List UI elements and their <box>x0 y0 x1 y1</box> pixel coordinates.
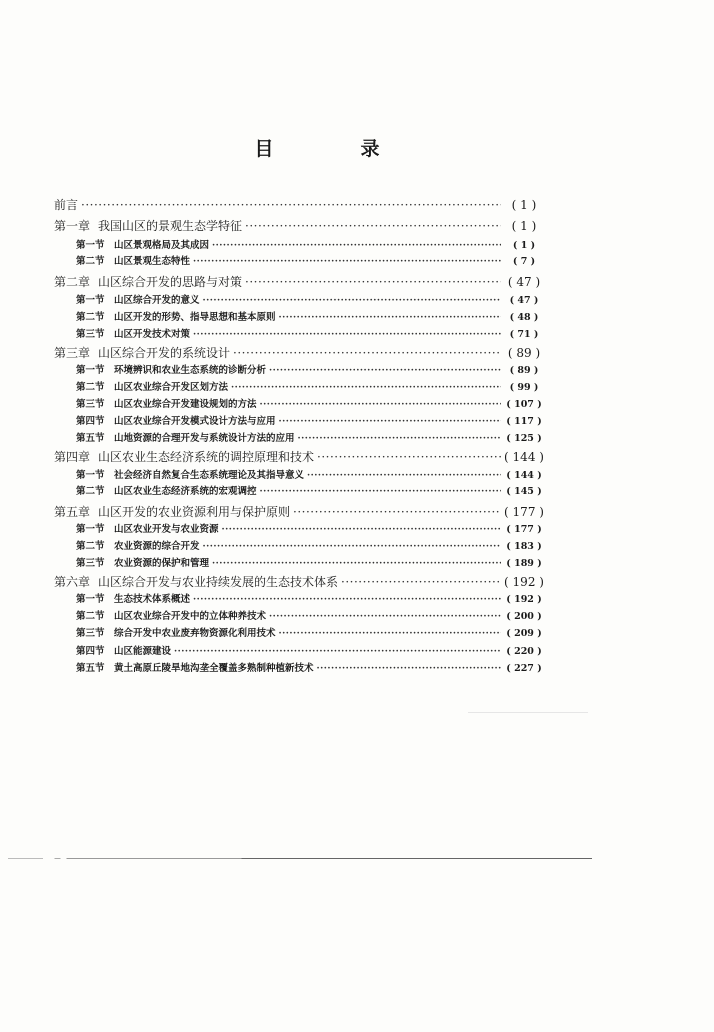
toc-entry-label <box>76 555 209 569</box>
toc-section-row[interactable] <box>76 362 544 380</box>
toc-entry-label <box>76 292 200 306</box>
toc-entry-label <box>76 591 190 605</box>
toc-page-number: ( 177 ) <box>506 524 542 535</box>
toc-page-number: ( 1 ) <box>511 198 537 212</box>
toc-entry-label <box>76 467 304 481</box>
toc-entry-number: 第二节 <box>76 611 105 622</box>
toc-page-number: ( 1 ) <box>511 219 537 233</box>
toc-section-row[interactable] <box>76 591 544 609</box>
toc-page-number: ( 71 ) <box>509 329 539 340</box>
toc-entry-title: 山区开发的农业资源利用与保护原则 <box>98 505 291 519</box>
toc-entry-title: 山区农业开发与农业资源 <box>114 524 219 535</box>
toc-section-row[interactable] <box>76 643 544 661</box>
leader-dots <box>260 487 501 497</box>
leader-dots <box>193 595 501 605</box>
leader-dots <box>279 313 501 323</box>
toc-entry-title: 山区农业生态经济系统的调控原理和技术 <box>98 450 315 464</box>
leader-dots <box>245 275 501 289</box>
toc-section-row[interactable] <box>76 309 544 327</box>
toc-entry-label <box>76 237 209 251</box>
toc-entry-label <box>76 643 171 657</box>
toc-entry-number: 第一节 <box>76 524 105 535</box>
toc-entry-number: 第一章 <box>54 219 91 233</box>
leader-dots <box>279 629 501 639</box>
toc-page-number: ( 89 ) <box>507 346 541 360</box>
toc-page-number: ( 200 ) <box>506 611 542 622</box>
toc-section-row[interactable] <box>76 625 544 643</box>
toc-entry-label <box>54 448 314 465</box>
toc-chapter-row[interactable] <box>54 217 544 235</box>
toc-section-row[interactable] <box>76 326 544 344</box>
toc-entry-number: 前言 <box>54 198 79 212</box>
toc-entry-label <box>54 196 78 213</box>
leader-dots <box>317 664 501 674</box>
toc-entry-number: 第二节 <box>76 312 105 323</box>
toc-section-row[interactable] <box>76 608 544 626</box>
toc-page-number: ( 47 ) <box>507 275 541 289</box>
toc-entry-number: 第二节 <box>76 541 105 552</box>
leader-dots <box>174 647 501 657</box>
toc-entry-title: 山区农业综合开发模式设计方法与应用 <box>114 416 276 427</box>
toc-entry-number: 第三节 <box>76 628 105 639</box>
toc-page-number: ( 183 ) <box>506 541 542 552</box>
toc-entry-title: 山地资源的合理开发与系统设计方法的应用 <box>114 433 295 444</box>
toc-entry-label <box>54 217 242 234</box>
toc-entry-number: 第一节 <box>76 594 105 605</box>
toc-entry-number: 第三节 <box>76 329 105 340</box>
toc-page-number: ( 227 ) <box>506 663 542 674</box>
toc-section-row[interactable] <box>76 413 544 431</box>
toc-page-number: ( 209 ) <box>506 628 542 639</box>
toc-entry-number: 第二节 <box>76 486 105 497</box>
leader-dots <box>222 525 501 535</box>
leader-dots <box>212 559 501 569</box>
toc-entry-title: 生态技术体系概述 <box>114 594 191 605</box>
toc-entry-title: 山区景观格局及其成因 <box>114 240 210 251</box>
toc-entry-number: 第一节 <box>76 365 105 376</box>
leader-dots <box>317 450 501 464</box>
toc-entry-label <box>76 608 266 622</box>
toc-page-number: ( 220 ) <box>506 646 542 657</box>
toc-entry-label <box>54 573 338 590</box>
toc-entry-label <box>76 309 276 323</box>
toc-entry-title: 综合开发中农业废弃物资源化利用技术 <box>114 628 276 639</box>
leader-dots <box>212 241 501 251</box>
toc-entry-number: 第四节 <box>76 646 105 657</box>
toc-entry-title: 山区能源建设 <box>114 646 172 657</box>
toc-chapter-row[interactable] <box>54 448 544 466</box>
leader-dots <box>193 330 501 340</box>
toc-entry-number: 第一节 <box>76 470 105 481</box>
toc-section-row[interactable] <box>76 253 544 271</box>
toc-entry-title: 黄土高原丘陵旱地沟垄全覆盖多熟制种植新技术 <box>114 663 314 674</box>
leader-dots <box>203 542 501 552</box>
toc-entry-title: 山区综合开发的系统设计 <box>98 346 231 360</box>
toc-entry-number: 第二节 <box>76 256 105 267</box>
toc-page-number: ( 48 ) <box>509 312 539 323</box>
toc-entry-label <box>54 273 242 290</box>
toc-entry-title: 山区综合开发与农业持续发展的生态技术体系 <box>98 575 339 589</box>
toc-entry-title: 山区农业综合开发建设规划的方法 <box>114 399 257 410</box>
leader-dots <box>193 257 501 267</box>
toc-entry-label <box>76 538 200 552</box>
toc-section-row[interactable] <box>76 430 544 448</box>
toc-entry-label <box>76 521 219 535</box>
toc-chapter-row[interactable] <box>54 344 544 362</box>
bottom-rule <box>8 858 592 859</box>
toc-entry-label <box>54 344 230 361</box>
toc-entry-title: 社会经济自然复合生态系统理论及其指导意义 <box>114 470 305 481</box>
leader-dots <box>81 198 501 212</box>
leader-dots <box>231 383 501 393</box>
faint-mark <box>468 712 588 713</box>
toc-chapter-row[interactable] <box>54 273 544 291</box>
toc-entry-label <box>76 413 276 427</box>
toc-entry-title: 环境辨识和农业生态系统的诊断分析 <box>114 365 267 376</box>
leader-dots <box>245 219 501 233</box>
toc-section-row[interactable] <box>76 396 544 414</box>
toc-section-row[interactable] <box>76 660 544 678</box>
toc-page-number: ( 192 ) <box>504 575 544 589</box>
toc-entry-title: 山区农业综合开发中的立体种养技术 <box>114 611 267 622</box>
toc-page-number: ( 177 ) <box>504 505 544 519</box>
toc-chapter-row[interactable] <box>54 503 544 521</box>
toc-entry-title: 山区综合开发的思路与对策 <box>98 275 243 289</box>
toc-page-number: ( 107 ) <box>506 399 542 410</box>
toc-page-number: ( 89 ) <box>509 365 539 376</box>
toc-entry-label <box>76 326 190 340</box>
toc-entry-number: 第六章 <box>54 575 91 589</box>
toc-page-number: ( 99 ) <box>509 382 539 393</box>
toc-entry-number: 第五节 <box>76 663 105 674</box>
toc-entry-label <box>76 625 276 639</box>
toc-page-number: ( 7 ) <box>512 256 536 267</box>
leader-dots <box>341 575 501 589</box>
toc-entry-title: 山区开发的形势、指导思想和基本原则 <box>114 312 276 323</box>
toc-entry-title: 山区景观生态特性 <box>114 256 191 267</box>
toc-page-number: ( 47 ) <box>509 295 539 306</box>
toc-page-number: ( 1 ) <box>512 240 536 251</box>
toc-entry-title: 农业资源的综合开发 <box>114 541 200 552</box>
toc-page-number: ( 125 ) <box>506 433 542 444</box>
toc-section-row[interactable] <box>76 555 544 573</box>
toc-page-number: ( 145 ) <box>506 486 542 497</box>
toc-entry-label <box>76 379 228 393</box>
leader-dots <box>260 400 501 410</box>
toc-section-row[interactable] <box>76 292 544 310</box>
leader-dots <box>203 296 501 306</box>
toc-entry-number: 第三章 <box>54 346 91 360</box>
toc-section-row[interactable] <box>76 379 544 397</box>
toc-entry-label <box>76 396 257 410</box>
leader-dots <box>307 471 501 481</box>
toc-entry-title: 农业资源的保护和管理 <box>114 558 210 569</box>
toc-entry-number: 第二章 <box>54 275 91 289</box>
toc-page-number: ( 192 ) <box>506 594 542 605</box>
leader-dots <box>269 612 501 622</box>
leader-dots <box>279 417 501 427</box>
page-title: 目 录 <box>254 138 414 160</box>
toc-chapter-row[interactable] <box>54 573 544 591</box>
toc-entry-number: 第三节 <box>76 399 105 410</box>
toc-page-number: ( 144 ) <box>504 450 544 464</box>
toc-section-row[interactable] <box>76 483 544 501</box>
toc-entry-label <box>76 483 257 497</box>
leader-dots <box>298 434 501 444</box>
toc-entry-number: 第一节 <box>76 295 105 306</box>
toc-entry-label <box>76 430 295 444</box>
toc-entry-title: 山区综合开发的意义 <box>114 295 200 306</box>
leader-dots <box>233 346 501 360</box>
toc-entry-number: 第二节 <box>76 382 105 393</box>
toc-section-row[interactable] <box>76 538 544 556</box>
toc-entry-number: 第一节 <box>76 240 105 251</box>
toc-entry-label <box>76 660 314 674</box>
toc-entry-title: 山区开发技术对策 <box>114 329 191 340</box>
toc-entry-label <box>76 362 266 376</box>
toc-entry-title: 山区农业综合开发区划方法 <box>114 382 229 393</box>
toc-entry-number: 第三节 <box>76 558 105 569</box>
leader-dots <box>293 505 501 519</box>
toc-entry-title: 山区农业生态经济系统的宏观调控 <box>114 486 257 497</box>
toc-page-number: ( 144 ) <box>506 470 542 481</box>
toc-entry-label <box>54 503 290 520</box>
toc-page-number: ( 189 ) <box>506 558 542 569</box>
toc-entry-number: 第五节 <box>76 433 105 444</box>
toc-entry-title: 我国山区的景观生态学特征 <box>98 219 243 233</box>
toc-entry-number: 第五章 <box>54 505 91 519</box>
toc-page-number: ( 117 ) <box>506 416 542 427</box>
leader-dots <box>269 366 501 376</box>
toc-chapter-row[interactable] <box>54 196 544 214</box>
toc-section-row[interactable] <box>76 521 544 539</box>
toc-entry-number: 第四章 <box>54 450 91 464</box>
toc-entry-number: 第四节 <box>76 416 105 427</box>
toc-entry-label <box>76 253 190 267</box>
